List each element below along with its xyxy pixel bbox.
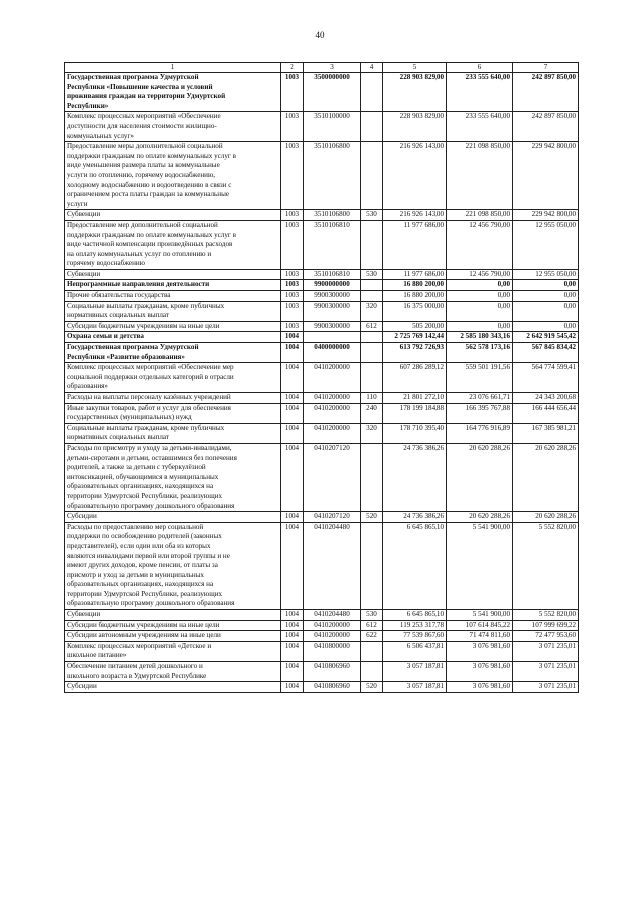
expense-type-cell (361, 641, 383, 661)
amount-col6-cell: 0,00 (447, 291, 513, 302)
amount-col7-cell: 12 955 050,00 (513, 220, 579, 269)
row-name-cell: Расходы по присмотру и уходу за детьми-инвалидами, детьми-сиротами и детьми, оставшимися без попечения родителей, а также за детьми с туберкулёзной интоксикацией, обучающимися в муниципальных образовательных организациях, находящихся на территории Удмуртской Республики, реализующих образовательную программу дошкольного образования (65, 443, 281, 511)
amount-col5-cell: 21 801 272,10 (383, 393, 447, 404)
row-name-cell: Социальные выплаты гражданам, кроме публичных нормативных социальных выплат (65, 423, 281, 443)
amount-col6-cell: 3 076 981,60 (447, 662, 513, 682)
amount-col7-cell: 0,00 (513, 291, 579, 302)
target-article-cell: 0410200000 (304, 631, 361, 642)
table-row (65, 343, 579, 363)
header-col-6: 6 (447, 63, 513, 73)
amount-col5-cell: 6 506 437,81 (383, 641, 447, 661)
row-name-cell: Комплекс процессных мероприятий «Детское и школьное питание» (65, 641, 281, 661)
amount-col6-cell: 23 076 661,71 (447, 393, 513, 404)
section-code-cell: 1004 (281, 512, 304, 523)
expense-type-cell: 530 (361, 210, 383, 221)
amount-col7-cell: 2 642 919 545,42 (513, 332, 579, 343)
amount-col5-cell: 6 645 865,10 (383, 522, 447, 609)
expense-type-cell (361, 522, 383, 609)
table-body (65, 73, 579, 693)
amount-col5-cell: 3 057 187,81 (383, 662, 447, 682)
table-row (65, 682, 579, 693)
amount-col7-cell: 3 071 235,01 (513, 641, 579, 661)
section-code-cell: 1004 (281, 610, 304, 621)
table-row (65, 301, 579, 321)
section-code-cell: 1003 (281, 321, 304, 332)
row-name-cell: Предоставление мер дополнительной социальной поддержки гражданам по оплате коммунальных услуг в виде частичной компенсации произведённых расходов на оплату коммунальных услуг по отоплению и горячему водоснабжению (65, 220, 281, 269)
expense-type-cell (361, 363, 383, 393)
expense-type-cell (361, 280, 383, 291)
table-row (65, 220, 579, 269)
amount-col6-cell: 5 541 900,00 (447, 522, 513, 609)
expense-type-cell (361, 73, 383, 112)
header-col-3: 3 (304, 63, 361, 73)
amount-col5-cell: 119 253 317,78 (383, 620, 447, 631)
row-name-cell: Охрана семьи и детства (65, 332, 281, 343)
row-name-cell: Государственная программа Удмуртской Республики «Развитие образования» (65, 343, 281, 363)
amount-col7-cell: 5 552 820,00 (513, 610, 579, 621)
table-row (65, 332, 579, 343)
amount-col5-cell: 24 736 386,26 (383, 443, 447, 511)
row-name-cell: Государственная программа Удмуртской Республики «Повышение качества и условий проживания граждан на территории Удмуртской Республики» (65, 73, 281, 112)
expense-type-cell: 110 (361, 393, 383, 404)
expense-type-cell (361, 142, 383, 210)
expense-type-cell: 320 (361, 301, 383, 321)
amount-col5-cell: 505 200,00 (383, 321, 447, 332)
amount-col5-cell: 178 199 184,88 (383, 403, 447, 423)
amount-col5-cell: 2 725 769 142,44 (383, 332, 447, 343)
amount-col5-cell: 24 736 386,26 (383, 512, 447, 523)
expense-type-cell (361, 443, 383, 511)
section-code-cell: 1004 (281, 363, 304, 393)
section-code-cell: 1003 (281, 210, 304, 221)
target-article-cell: 9900000000 (304, 280, 361, 291)
section-code-cell: 1004 (281, 682, 304, 693)
target-article-cell: 0410200000 (304, 393, 361, 404)
expense-type-cell: 530 (361, 610, 383, 621)
target-article-cell: 0410800000 (304, 641, 361, 661)
target-article-cell: 0410200000 (304, 363, 361, 393)
table-row (65, 522, 579, 609)
amount-col6-cell: 5 541 900,00 (447, 610, 513, 621)
section-code-cell: 1004 (281, 423, 304, 443)
amount-col7-cell: 229 942 800,00 (513, 142, 579, 210)
target-article-cell: 0400000000 (304, 343, 361, 363)
amount-col6-cell: 221 098 850,00 (447, 210, 513, 221)
header-col-2: 2 (281, 63, 304, 73)
section-code-cell: 1004 (281, 662, 304, 682)
expense-type-cell: 612 (361, 620, 383, 631)
expense-type-cell (361, 332, 383, 343)
target-article-cell: 3500000000 (304, 73, 361, 112)
target-article-cell: 3510106810 (304, 220, 361, 269)
target-article-cell (304, 332, 361, 343)
amount-col5-cell: 607 286 289,12 (383, 363, 447, 393)
amount-col7-cell: 167 385 981,21 (513, 423, 579, 443)
table-row (65, 291, 579, 302)
section-code-cell: 1003 (281, 73, 304, 112)
row-name-cell: Комплекс процессных мероприятий «Обеспечение мер социальной поддержки отдельных категорий в отрасли образования» (65, 363, 281, 393)
section-code-cell: 1004 (281, 393, 304, 404)
expense-type-cell (361, 662, 383, 682)
amount-col7-cell: 20 620 288,26 (513, 443, 579, 511)
table-row (65, 443, 579, 511)
amount-col6-cell: 12 456 790,00 (447, 269, 513, 280)
row-name-cell: Социальные выплаты гражданам, кроме публичных нормативных социальных выплат (65, 301, 281, 321)
row-name-cell: Обеспечение питанием детей дошкольного и школьного возраста в Удмуртской Республике (65, 662, 281, 682)
amount-col7-cell: 567 845 834,42 (513, 343, 579, 363)
section-code-cell: 1004 (281, 403, 304, 423)
section-code-cell: 1003 (281, 291, 304, 302)
target-article-cell: 0410207120 (304, 512, 361, 523)
amount-col6-cell: 562 578 173,16 (447, 343, 513, 363)
section-code-cell: 1004 (281, 522, 304, 609)
expense-type-cell (361, 343, 383, 363)
section-code-cell: 1003 (281, 220, 304, 269)
amount-col5-cell: 77 539 867,60 (383, 631, 447, 642)
row-name-cell: Предоставление меры дополнительной социальной поддержки гражданам по оплате коммунальных услуг в виде уменьшения размера платы за коммунальные услуги по отоплению, горячему водоснабжению, холодному водоснабжению и водоотведению в связи с ограничением роста платы граждан за коммунальные услуги (65, 142, 281, 210)
table-row (65, 280, 579, 291)
row-name-cell: Субсидии (65, 512, 281, 523)
target-article-cell: 3510106800 (304, 210, 361, 221)
table-row (65, 210, 579, 221)
expense-type-cell: 622 (361, 631, 383, 642)
target-article-cell: 9900300000 (304, 291, 361, 302)
table-row (65, 403, 579, 423)
target-article-cell: 0410200000 (304, 403, 361, 423)
table-row (65, 610, 579, 621)
table-row (65, 142, 579, 210)
amount-col5-cell: 16 880 200,00 (383, 291, 447, 302)
expense-type-cell (361, 220, 383, 269)
amount-col5-cell: 11 977 686,00 (383, 220, 447, 269)
row-name-cell: Иные закупки товаров, работ и услуг для обеспечения государственных (муниципальных) нужд (65, 403, 281, 423)
section-code-cell: 1003 (281, 112, 304, 142)
amount-col7-cell: 242 897 850,00 (513, 112, 579, 142)
section-code-cell: 1004 (281, 332, 304, 343)
amount-col7-cell: 107 999 699,22 (513, 620, 579, 631)
amount-col6-cell: 166 395 767,88 (447, 403, 513, 423)
row-name-cell: Субсидии бюджетным учреждениям на иные цели (65, 620, 281, 631)
table-row (65, 363, 579, 393)
table-row (65, 269, 579, 280)
row-name-cell: Непрограммные направления деятельности (65, 280, 281, 291)
amount-col5-cell: 178 710 395,40 (383, 423, 447, 443)
row-name-cell: Прочие обязательства государства (65, 291, 281, 302)
table-row (65, 620, 579, 631)
table-row (65, 512, 579, 523)
section-code-cell: 1003 (281, 269, 304, 280)
row-name-cell: Расходы по предоставлению мер социальной поддержки по освобождению родителей (законных представителей), если один или оба из которых являются инвалидами первой или второй группы и не имеют других доходов, кроме пенсии, от платы за присмотр и уход за детьми в муниципальных образовательных организациях, находящихся на территории Удмуртской Республики, реализующих образовательную программу дошкольного образования (65, 522, 281, 609)
header-col-5: 5 (383, 63, 447, 73)
amount-col6-cell: 20 620 288,26 (447, 512, 513, 523)
amount-col7-cell: 0,00 (513, 280, 579, 291)
amount-col6-cell: 107 614 845,22 (447, 620, 513, 631)
amount-col5-cell: 613 792 726,93 (383, 343, 447, 363)
expense-type-cell: 320 (361, 423, 383, 443)
amount-col7-cell: 242 897 850,00 (513, 73, 579, 112)
amount-col6-cell: 0,00 (447, 280, 513, 291)
row-name-cell: Субсидии автономным учреждениям на иные цели (65, 631, 281, 642)
amount-col6-cell: 3 076 981,60 (447, 682, 513, 693)
target-article-cell: 0410806960 (304, 682, 361, 693)
section-code-cell: 1003 (281, 280, 304, 291)
amount-col5-cell: 216 926 143,00 (383, 210, 447, 221)
table-row (65, 423, 579, 443)
amount-col5-cell: 228 903 829,00 (383, 112, 447, 142)
amount-col6-cell: 0,00 (447, 321, 513, 332)
header-col-1: 1 (65, 63, 281, 73)
table-row (65, 112, 579, 142)
table-header-row (65, 63, 579, 73)
amount-col6-cell: 233 555 640,00 (447, 112, 513, 142)
section-code-cell: 1004 (281, 343, 304, 363)
amount-col6-cell: 559 501 191,56 (447, 363, 513, 393)
target-article-cell: 0410200000 (304, 620, 361, 631)
amount-col5-cell: 3 057 187,81 (383, 682, 447, 693)
expense-type-cell: 612 (361, 321, 383, 332)
amount-col6-cell: 71 474 811,60 (447, 631, 513, 642)
table-row (65, 662, 579, 682)
target-article-cell: 3510106800 (304, 142, 361, 210)
section-code-cell: 1003 (281, 301, 304, 321)
target-article-cell: 0410200000 (304, 423, 361, 443)
amount-col5-cell: 16 880 200,00 (383, 280, 447, 291)
amount-col7-cell: 229 942 800,00 (513, 210, 579, 221)
amount-col6-cell: 12 456 790,00 (447, 220, 513, 269)
expense-type-cell: 520 (361, 512, 383, 523)
page-number: 40 (315, 30, 325, 40)
amount-col6-cell: 164 776 916,89 (447, 423, 513, 443)
amount-col7-cell: 166 444 656,44 (513, 403, 579, 423)
table-row (65, 73, 579, 112)
table-row (65, 321, 579, 332)
target-article-cell: 3510106810 (304, 269, 361, 280)
row-name-cell: Субвенции (65, 610, 281, 621)
section-code-cell: 1004 (281, 631, 304, 642)
row-name-cell: Субвенции (65, 210, 281, 221)
row-name-cell: Комплекс процессных мероприятий «Обеспечение доступности для населения стоимости жилищно- коммунальных услуг» (65, 112, 281, 142)
target-article-cell: 9900300000 (304, 321, 361, 332)
expense-type-cell (361, 112, 383, 142)
amount-col7-cell: 20 620 288,26 (513, 512, 579, 523)
amount-col5-cell: 216 926 143,00 (383, 142, 447, 210)
table-row (65, 641, 579, 661)
row-name-cell: Субсидии (65, 682, 281, 693)
expense-type-cell (361, 291, 383, 302)
row-name-cell: Субвенции (65, 269, 281, 280)
amount-col6-cell: 3 076 981,60 (447, 641, 513, 661)
budget-table (64, 62, 579, 693)
amount-col7-cell: 72 477 953,60 (513, 631, 579, 642)
amount-col7-cell: 5 552 820,00 (513, 522, 579, 609)
amount-col5-cell: 228 903 829,00 (383, 73, 447, 112)
section-code-cell: 1004 (281, 641, 304, 661)
amount-col5-cell: 11 977 686,00 (383, 269, 447, 280)
target-article-cell: 9900300000 (304, 301, 361, 321)
amount-col7-cell: 564 774 599,41 (513, 363, 579, 393)
target-article-cell: 0410207120 (304, 443, 361, 511)
header-col-4: 4 (361, 63, 383, 73)
target-article-cell: 0410806960 (304, 662, 361, 682)
section-code-cell: 1003 (281, 142, 304, 210)
amount-col7-cell: 0,00 (513, 321, 579, 332)
row-name-cell: Субсидии бюджетным учреждениям на иные цели (65, 321, 281, 332)
target-article-cell: 3510100000 (304, 112, 361, 142)
amount-col7-cell: 12 955 050,00 (513, 269, 579, 280)
amount-col5-cell: 16 375 000,00 (383, 301, 447, 321)
expense-type-cell: 530 (361, 269, 383, 280)
amount-col6-cell: 20 620 288,26 (447, 443, 513, 511)
amount-col6-cell: 0,00 (447, 301, 513, 321)
target-article-cell: 0410204480 (304, 522, 361, 609)
header-col-7: 7 (513, 63, 579, 73)
target-article-cell: 0410204480 (304, 610, 361, 621)
amount-col6-cell: 2 585 180 343,16 (447, 332, 513, 343)
section-code-cell: 1004 (281, 620, 304, 631)
amount-col7-cell: 3 071 235,01 (513, 662, 579, 682)
row-name-cell: Расходы на выплаты персоналу казённых учреждений (65, 393, 281, 404)
amount-col7-cell: 0,00 (513, 301, 579, 321)
section-code-cell: 1004 (281, 443, 304, 511)
amount-col7-cell: 24 343 200,68 (513, 393, 579, 404)
table-row (65, 393, 579, 404)
amount-col5-cell: 6 645 865,10 (383, 610, 447, 621)
table-row (65, 631, 579, 642)
expense-type-cell: 520 (361, 682, 383, 693)
amount-col7-cell: 3 071 235,01 (513, 682, 579, 693)
amount-col6-cell: 221 098 850,00 (447, 142, 513, 210)
expense-type-cell: 240 (361, 403, 383, 423)
amount-col6-cell: 233 555 640,00 (447, 73, 513, 112)
